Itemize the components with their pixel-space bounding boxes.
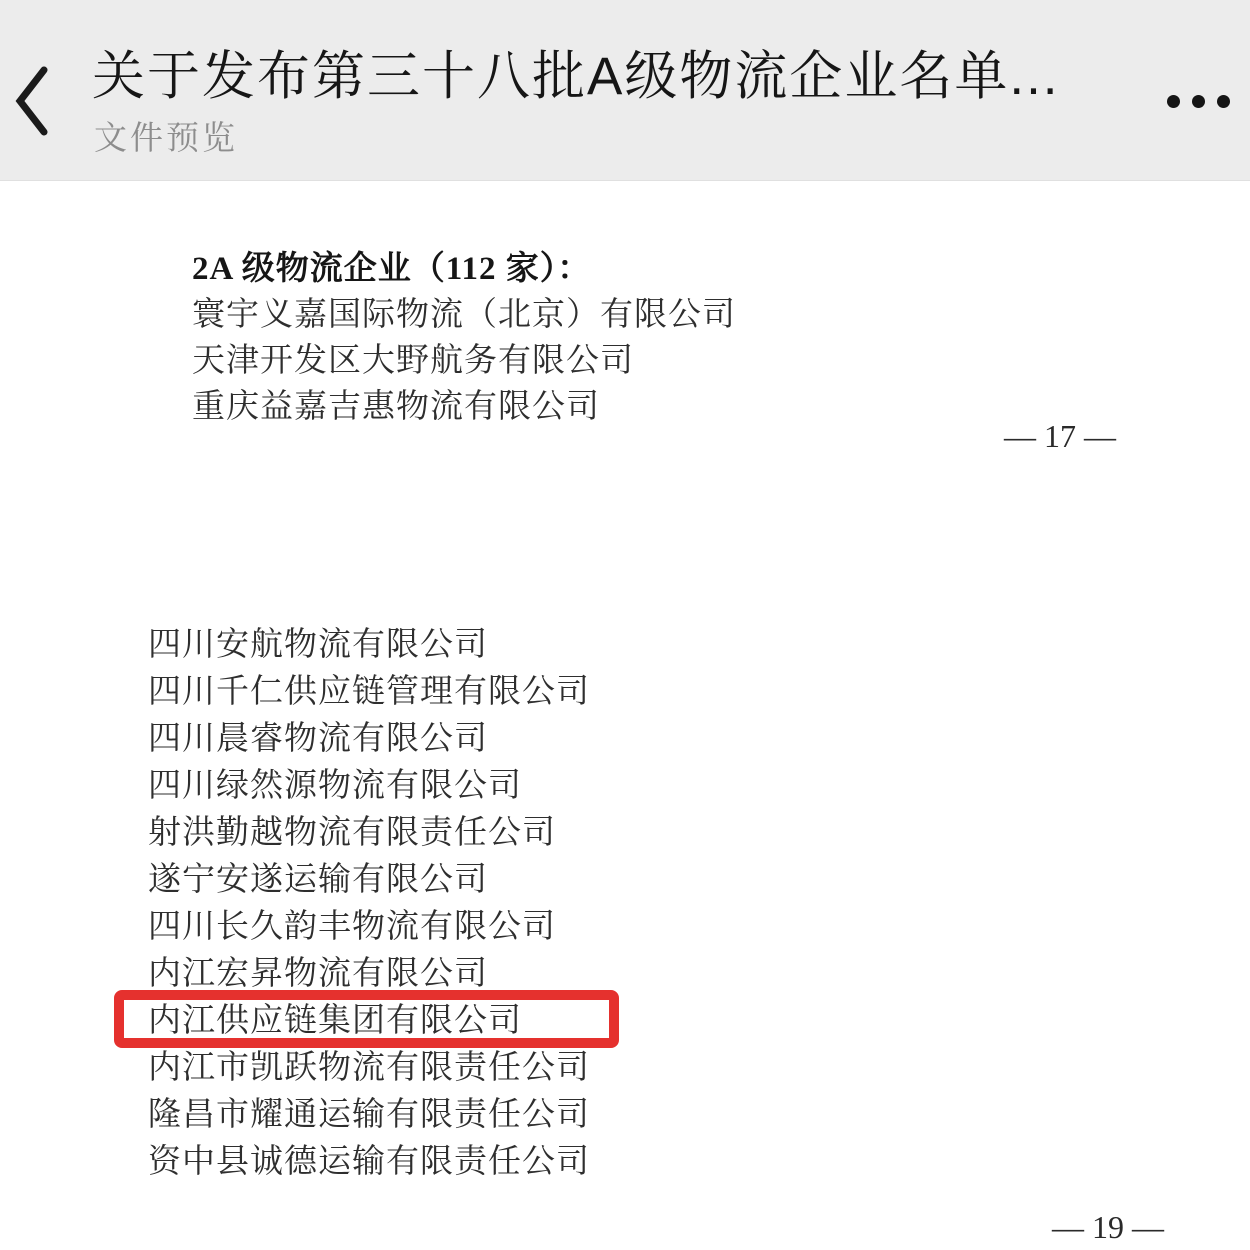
company-line: 内江市凯跃物流有限责任公司 xyxy=(148,1050,590,1086)
company-line: 内江宏昇物流有限公司 xyxy=(148,956,488,992)
document-preview[interactable] xyxy=(0,181,1250,1250)
company-line: 四川长久韵丰物流有限公司 xyxy=(148,909,556,945)
page-number-19: — 19 — xyxy=(1052,1209,1164,1245)
company-line: 射洪勤越物流有限责任公司 xyxy=(148,815,556,851)
company-line: 天津开发区大野航务有限公司 xyxy=(192,343,634,379)
category-heading: 2A 级物流企业（112 家）： xyxy=(192,251,592,287)
back-button[interactable] xyxy=(2,56,62,146)
company-line-highlighted: 内江供应链集团有限公司 xyxy=(148,1003,522,1039)
page-number-17: — 17 — xyxy=(1004,418,1116,454)
more-menu-button[interactable] xyxy=(1150,78,1246,124)
company-line: 遂宁安遂运输有限公司 xyxy=(148,862,488,898)
file-preview-label: 文件预览 xyxy=(94,119,238,156)
page-title: 关于发布第三十八批A级物流企业名单... xyxy=(92,47,1060,106)
company-line: 资中县诚德运输有限责任公司 xyxy=(148,1144,590,1180)
company-line: 寰宇义嘉国际物流（北京）有限公司 xyxy=(192,297,736,333)
section-sichuan-list xyxy=(148,622,1148,1186)
company-line: 四川安航物流有限公司 xyxy=(148,627,488,663)
company-line: 隆昌市耀通运输有限责任公司 xyxy=(148,1097,590,1133)
more-dots-icon xyxy=(1167,95,1230,108)
company-line: 四川晨睿物流有限公司 xyxy=(148,721,488,757)
company-line: 重庆益嘉吉惠物流有限公司 xyxy=(192,389,600,425)
file-preview-header xyxy=(0,0,1250,181)
section-2a-list xyxy=(192,246,1092,430)
company-line: 四川千仁供应链管理有限公司 xyxy=(148,674,590,710)
company-line: 四川绿然源物流有限公司 xyxy=(148,768,522,804)
chevron-left-icon xyxy=(15,66,49,136)
